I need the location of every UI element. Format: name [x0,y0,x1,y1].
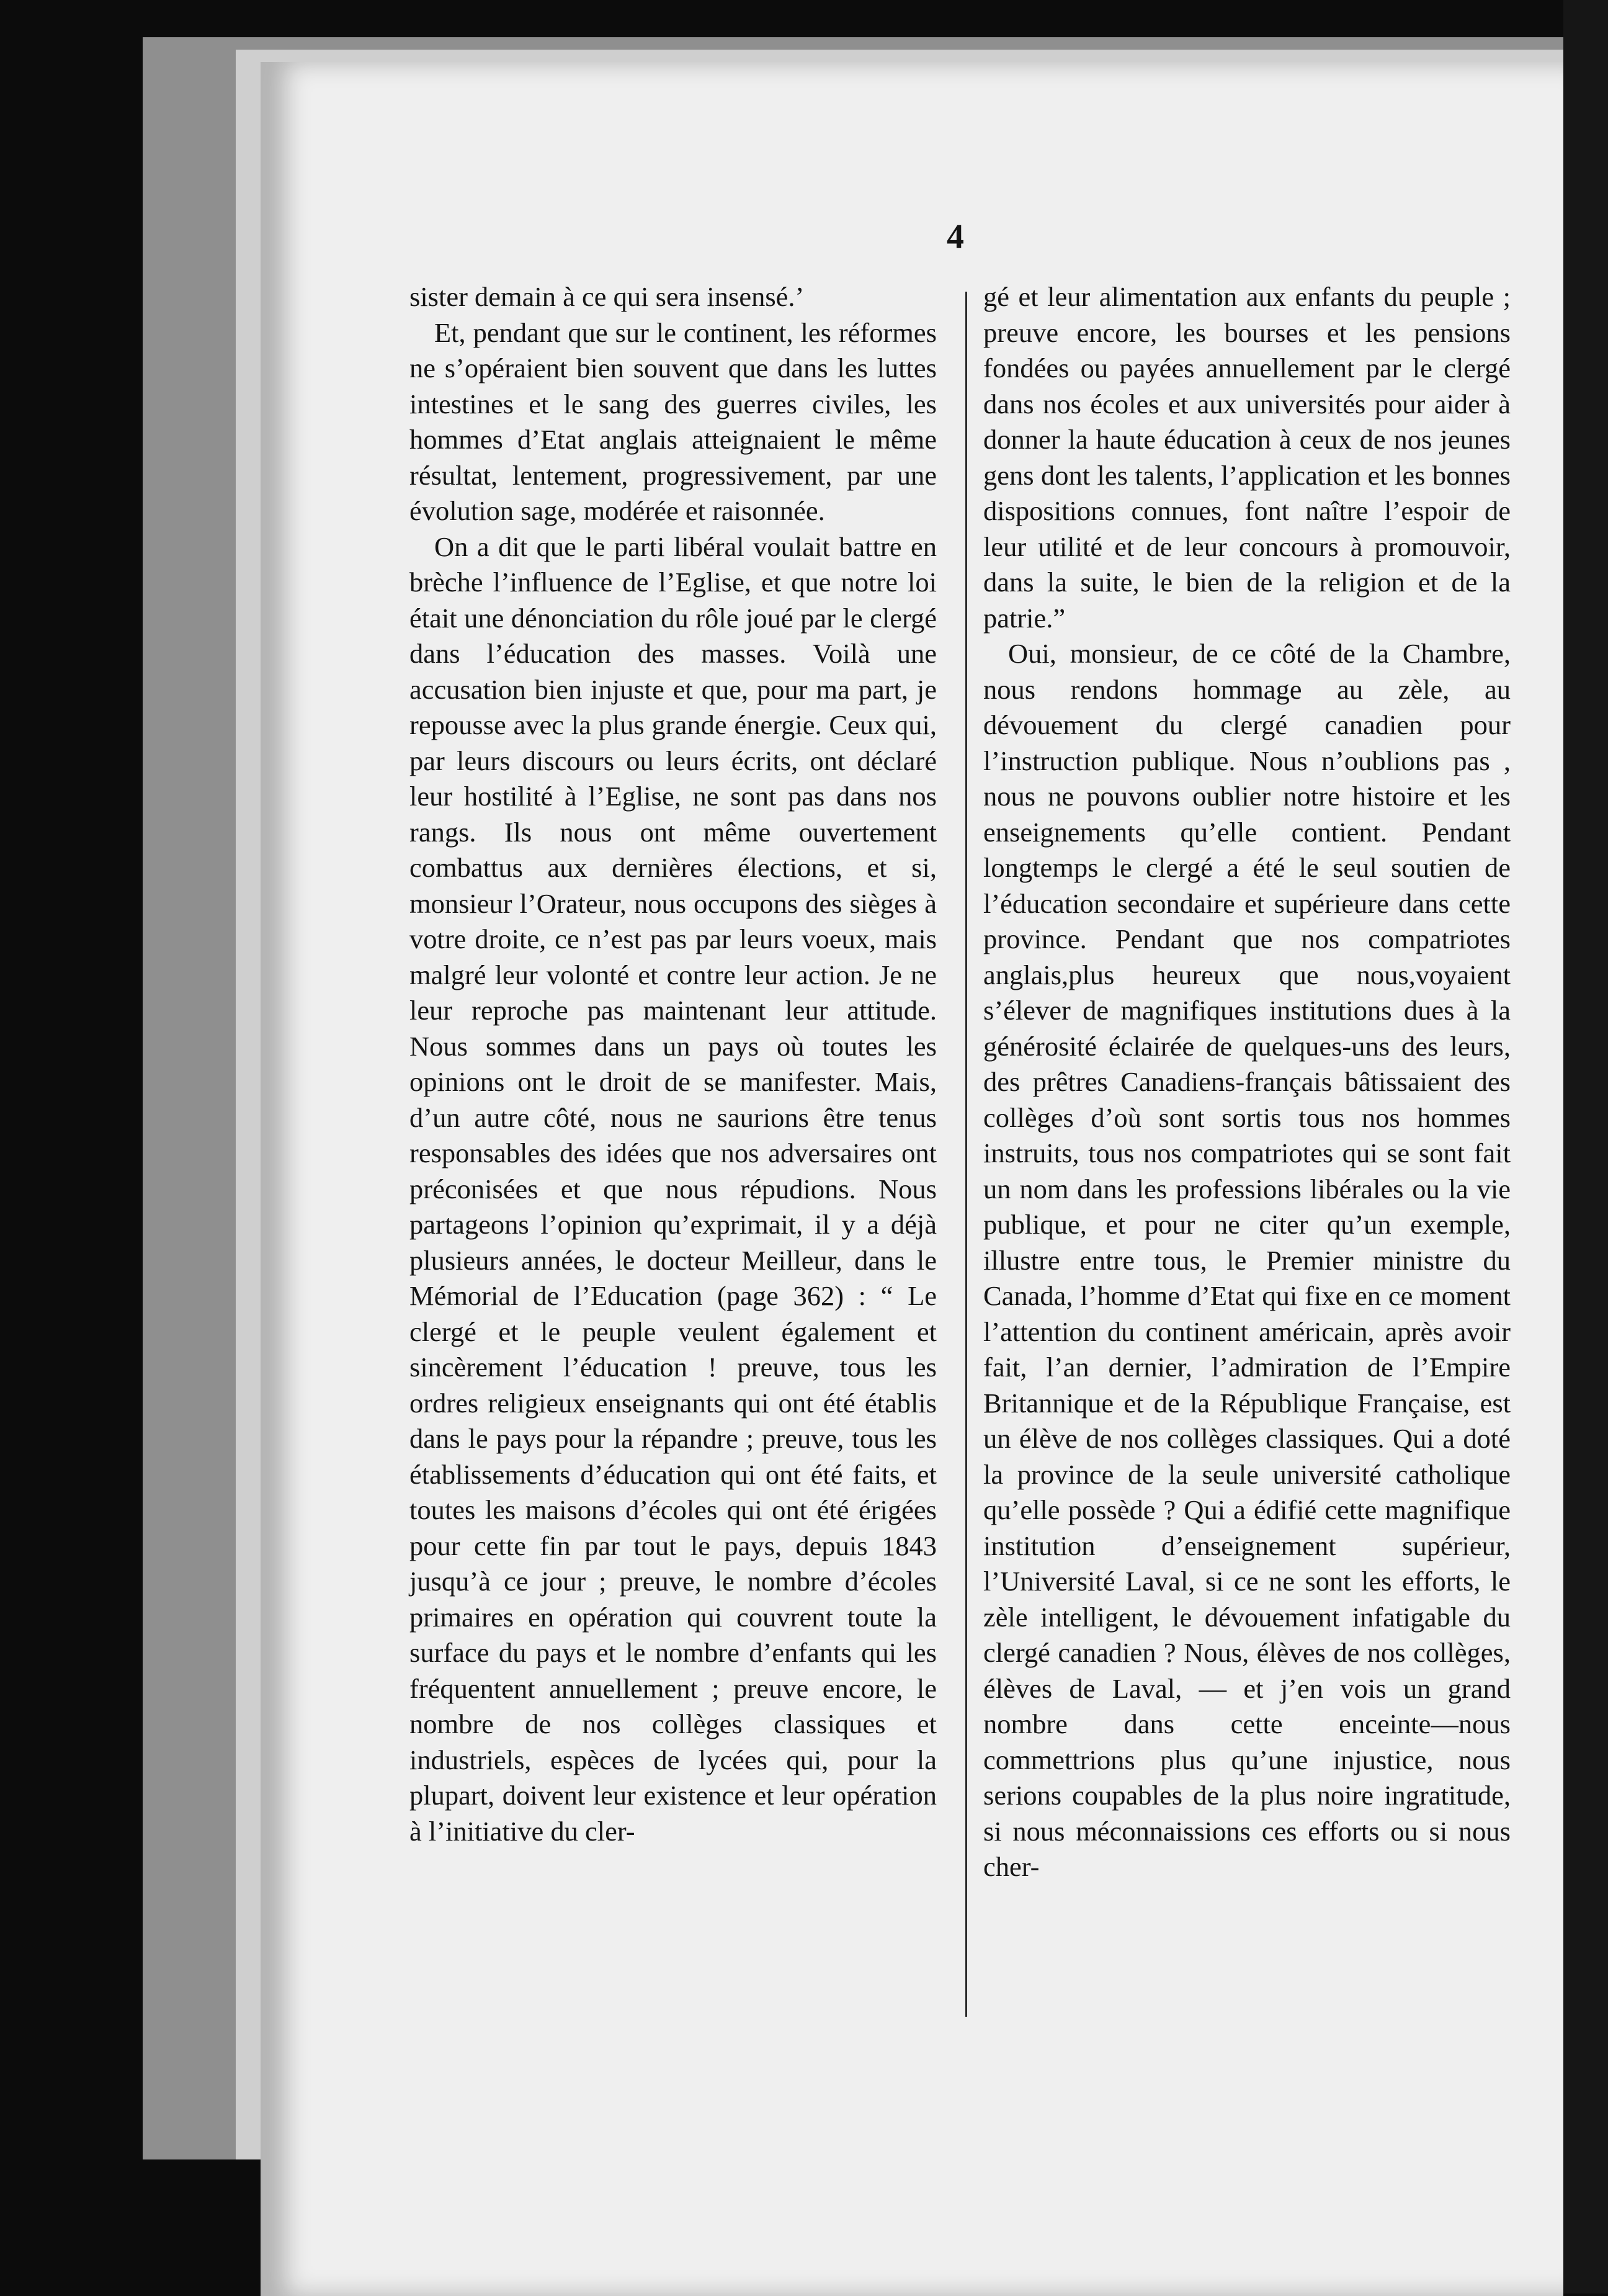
scan-edge [1563,0,1608,2294]
column-divider [965,292,967,2017]
page-number: 4 [947,218,964,256]
left-column [409,279,937,1849]
right-column [983,279,1511,1885]
paragraph: Oui, monsieur, de ce côté de la Chambre, nous rendons hommage au zèle, au dévouement du clergé canadien pour l’instruction publique. Nous n’oublions pas , nous ne pouvons oublier notre histoire et les enseignements qu’elle contient. Pendant longtemps le clergé a été le seul soutien de l’éducation secondaire et supérieure dans cette province. Pendant que nos compatriotes anglais,plus heureux que nous,voyaient s’élever de magnifiques institutions dues à la générosité éclairée de quelques-uns des leurs, des prêtres Canadiens-français bâtissaient des collèges d’où sont sortis tous nos hommes instruits, tous nos compatriotes qui se sont fait un nom dans les professions libérales ou la vie publique, et pour ne citer qu’un exemple, illustre entre tous, le Premier ministre du Canada, l’homme d’Etat qui fixe en ce moment l’attention du continent américain, après avoir fait, l’an dernier, l’admiration de l’Empire Britannique et de la République Française, est un élève de nos collèges classiques. Qui a doté la province de la seule université catholique qu’elle possède ? Qui a édifié cette magnifique institution d’enseignement supérieur, l’Université Laval, si ce ne sont les efforts, le zèle intelligent, le dévouement infatigable du clergé canadien ? Nous, élèves de nos collèges, élèves de Laval, — et j’en vois un grand nombre dans cette enceinte—nous commettrions plus qu’une injustice, nous serions coupables de la plus noire ingratitude, si nous méconnaissions ces efforts ou si nous cher- [983,638,1511,1882]
paragraph: sister demain à ce qui sera insensé.’ [409,281,805,312]
paragraph: gé et leur alimentation aux enfants du peuple ; preuve encore, les bourses et les pensions fondées ou payées annuellement par le clergé dans nos écoles et aux universités pour aider à donner la haute éducation à ceux de nos jeunes gens dont les talents, l’application et les bonnes dispositions connues, font naître l’espoir de leur utilité et de leur concours à promouvoir, dans la suite, le bien de la religion et de la patrie.” [983,281,1511,634]
paragraph: On a dit que le parti libéral voulait battre en brèche l’influence de l’Eglise, et que notre loi était une dénonciation du rôle joué par le clergé dans l’éducation des masses. Voilà une accusation bien injuste et que, pour ma part, je repousse avec la plus grande énergie. Ceux qui, par leurs discours ou leurs écrits, ont déclaré leur hostilité à l’Eglise, ne sont pas dans nos rangs. Ils nous ont même ouvertement combattus aux dernières élections, et si, monsieur l’Orateur, nous occupons des sièges à votre droite, ce n’est pas par leurs voeux, mais malgré leur volonté et contre leur action. Je ne leur reproche pas maintenant leur attitude. Nous sommes dans un pays où toutes les opinions ont le droit de se manifester. Mais, d’un autre côté, nous ne saurions être tenus responsables des idées que nos adversaires ont préconisées et que nous répudions. Nous partageons l’opinion qu’exprimait, il y a déjà plusieurs années, le docteur Meilleur, dans le Mémorial de l’Education (page 362) : “ Le clergé et le peuple veulent également et sincèrement l’éducation ! preuve, tous les ordres religieux enseignants qui ont été établis dans le pays pour la répandre ; preuve, tous les établissements d’éducation qui ont été faits, et toutes les maisons d’écoles qui ont été érigées pour cette fin par tout le pays, depuis 1843 jusqu’à ce jour ; preuve, le nombre d’écoles primaires en opération qui couvrent toute la surface du pays et le nombre d’enfants qui les fréquentent annuellement ; preuve encore, le nombre de nos collèges classiques et industriels, espèces de lycées qui, pour la plupart, doivent leur existence et leur opération à l’initiative du cler- [409,531,937,1847]
paragraph: Et, pendant que sur le continent, les réformes ne s’opéraient bien souvent que dans les luttes intestines et le sang des guerres civiles, les hommes d’Etat anglais atteignaient le même résultat, lentement, progressivement, par une évolution sage, modérée et raisonnée. [409,316,937,526]
